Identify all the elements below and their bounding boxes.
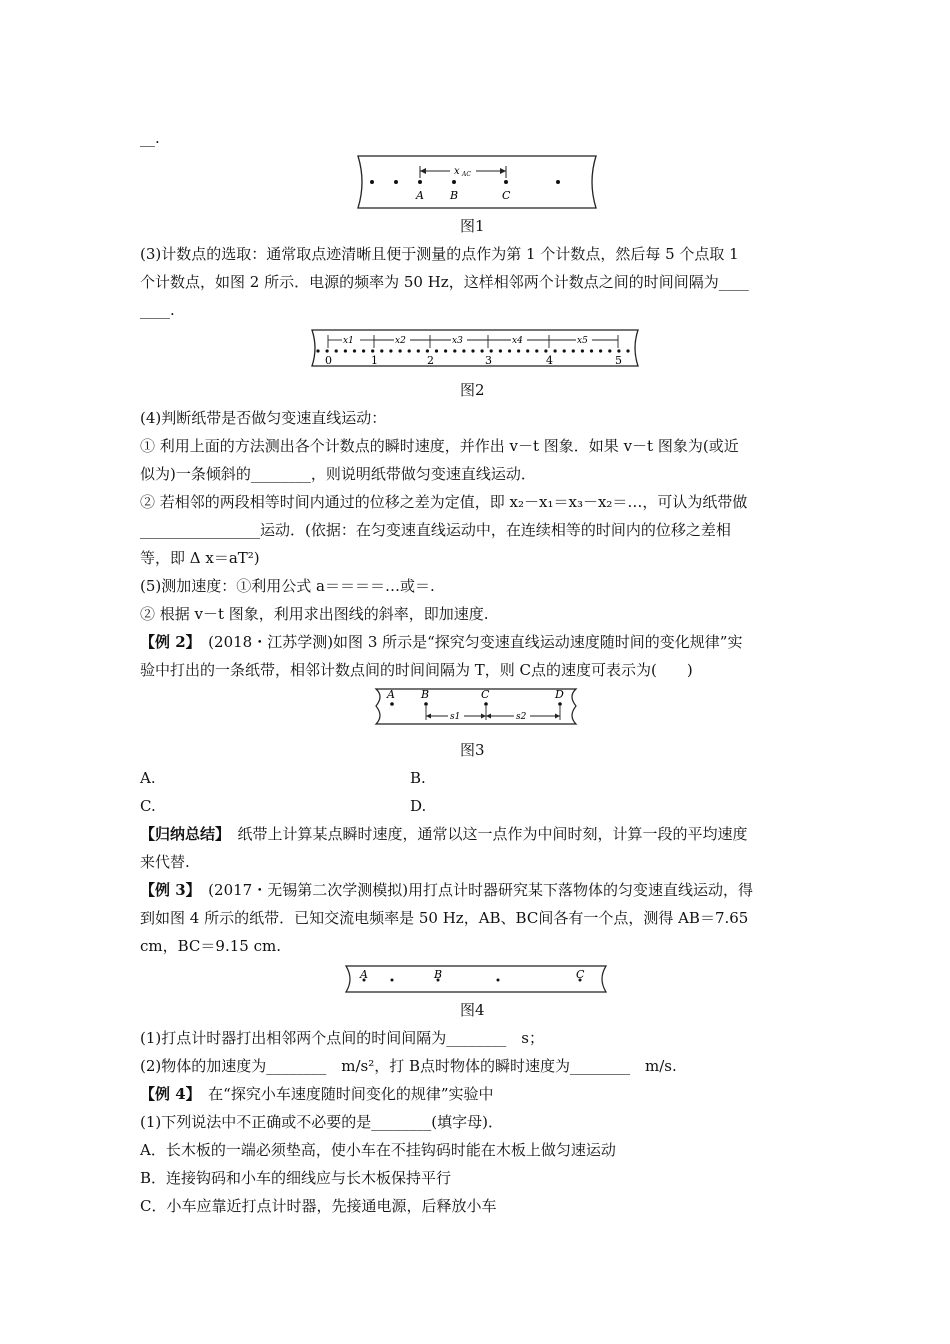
fig2-dot [399,349,402,352]
fig2-dot [572,349,575,352]
example4-option-a: A．长木板的一端必须垫高，使小车在不挂钩码时能在木板上做匀速运动 [140,1141,616,1159]
fig2-dot [462,349,465,352]
figure-4-tape [340,962,612,996]
top-blank: __. [140,129,160,147]
example2-option-b: B. [410,769,426,787]
example2-option-c: C. [140,797,156,815]
fig2-dot [316,349,319,352]
fig2-dot [389,349,392,352]
figure-1-caption: 图1 [460,217,485,235]
fig2-seg-x2: x2 [395,336,406,346]
example2-line1 [140,632,742,652]
example3-line2: 到如图 4 所示的纸带．已知交流电频率是 50 Hz，AB、BC间各有一个点，测得 AB＝7.65 [140,909,749,927]
fig2-dot [371,349,374,352]
fig2-dot [499,349,502,352]
summary-line2: 来代替. [140,853,190,871]
figure-3-tape [368,686,584,728]
fig2-dot [380,349,383,352]
fig2-dot [426,349,429,352]
fig2-dot [581,349,584,352]
fig2-dot [544,349,547,352]
fig2-dot [435,349,438,352]
section4-item2-b: ________________运动．(依据：在匀变速直线运动中，在连续相等的时间内的位移之差相 [140,521,731,539]
fig4-point-b: B [434,968,443,981]
fig2-dot [344,349,347,352]
fig4-point-c: C [576,968,585,981]
fig3-point-d: D [555,688,564,701]
fig2-dot [617,349,620,352]
section4-item2-c: 等，即 Δ x＝aT²) [140,549,260,567]
example4-tag: 【例 4】 [140,1085,194,1103]
fig1-point-c: C [502,189,511,202]
fig2-dot [353,349,356,352]
fig2-dot [471,349,474,352]
fig2-dot [526,349,529,352]
fig2-dot [554,349,557,352]
example2-tag: 【例 2】 [140,633,194,651]
fig4-point-a: A [360,968,368,981]
fig2-dot [599,349,602,352]
fig2-tick-0: 0 [325,354,332,367]
example3-line1 [140,880,753,900]
section4-item1-b: 似为)一条倾斜的________，则说明纸带做匀变速直线运动． [140,465,536,483]
example2-text1: (2018・江苏学测)如图 3 所示是“探究匀变速直线运动速度随时间的变化规律”实 [193,633,743,651]
fig3-point-c: C [481,688,490,701]
example4-line1 [140,1084,494,1104]
figure-3-caption: 图3 [460,741,485,759]
fig2-dot [517,349,520,352]
summary-text1: 纸带上计算某点瞬时速度，通常以这一点作为中间时刻，计算一段的平均速度 [222,825,748,843]
fig2-seg-x4: x4 [512,336,523,346]
example4-text1: 在“探究小车速度随时间变化的规律”实验中 [193,1085,494,1103]
example4-option-c: C．小车应靠近打点计时器，先接通电源，后释放小车 [140,1197,497,1215]
fig2-dot [608,349,611,352]
section3-line2: 个计数点，如图 2 所示．电源的频率为 50 Hz，这样相邻两个计数点之间的时间间隔为____ [140,273,749,291]
fig2-dot [326,349,329,352]
example4-question1: (1)下列说法中不正确或不必要的是________(填字母)． [140,1113,503,1131]
fig2-seg-x3: x3 [452,336,463,346]
fig3-seg-s1: s1 [450,712,461,722]
fig2-dot [590,349,593,352]
fig3-point-a: A [387,688,395,701]
fig2-tick-1: 1 [371,354,378,367]
fig2-dot [626,349,629,352]
fig1-point-b: B [450,189,459,202]
section4-title: (4)判断纸带是否做匀变速直线运动： [140,409,387,427]
fig2-dot [335,349,338,352]
fig2-seg-x1: x1 [343,336,354,346]
fig2-dot [563,349,566,352]
figure-2-tape [306,326,644,374]
fig2-dot [508,349,511,352]
fig2-dot [444,349,447,352]
fig2-dot [490,349,493,352]
example3-question1: (1)打点计时器打出相邻两个点间的时间间隔为________ s； [140,1029,544,1047]
example2-line2: 验中打出的一条纸带，相邻计数点间的时间间隔为 T，则 C点的速度可表示为( ) [140,661,693,679]
example3-question2: (2)物体的加速度为________ m/s²，打 B点时物体的瞬时速度为________ m/s. [140,1057,677,1075]
section4-item1-a: ① 利用上面的方法测出各个计数点的瞬时速度，并作出 v－t 图象．如果 v－t 图象为(或近 [140,437,739,455]
fig2-dot [481,349,484,352]
fig1-point-a: A [416,189,424,202]
fig2-dot [453,349,456,352]
fig3-point-b: B [421,688,430,701]
example3-text1: (2017・无锡第二次学测模拟)用打点计时器研究某下落物体的匀变速直线运动，得 [193,881,754,899]
example2-option-d: D. [410,797,427,815]
fig2-tick-5: 5 [615,354,622,367]
figure-2-caption: 图2 [460,381,485,399]
fig3-seg-s2: s2 [516,712,527,722]
fig2-dot [417,349,420,352]
figure-4-caption: 图4 [460,1001,485,1019]
section5-line1: (5)测加速度：①利用公式 a＝＝＝＝…或＝. [140,577,435,595]
summary-tag: 【归纳总结】 [140,825,223,843]
figure-1-tape [352,152,602,212]
fig2-dot [408,349,411,352]
fig2-tick-3: 3 [485,354,492,367]
example3-line3: cm，BC＝9.15 cm. [140,937,281,955]
fig2-seg-x5: x5 [577,336,588,346]
fig1-xac-label: x [454,166,460,177]
fig2-dot [362,349,365,352]
section3-line3: ____. [140,301,175,319]
example3-tag: 【例 3】 [140,881,194,899]
section4-item2-a: ② 若相邻的两段相等时间内通过的位移之差为定值，即 x₂－x₁＝x₃－x₂＝…，可认为纸带做 [140,493,748,511]
example2-option-a: A. [140,769,156,787]
fig1-xac-sub: AC [462,171,471,178]
fig2-tick-4: 4 [546,354,553,367]
fig2-tick-2: 2 [427,354,434,367]
section3-line1: (3)计数点的选取：通常取点迹清晰且便于测量的点作为第 1 个计数点，然后每 5 个点取 1 [140,245,739,263]
summary-line1 [140,824,748,844]
fig2-dot [535,349,538,352]
section5-line2: ② 根据 v－t 图象，利用求出图线的斜率，即加速度. [140,605,489,623]
example4-option-b: B．连接钩码和小车的细线应与长木板保持平行 [140,1169,452,1187]
